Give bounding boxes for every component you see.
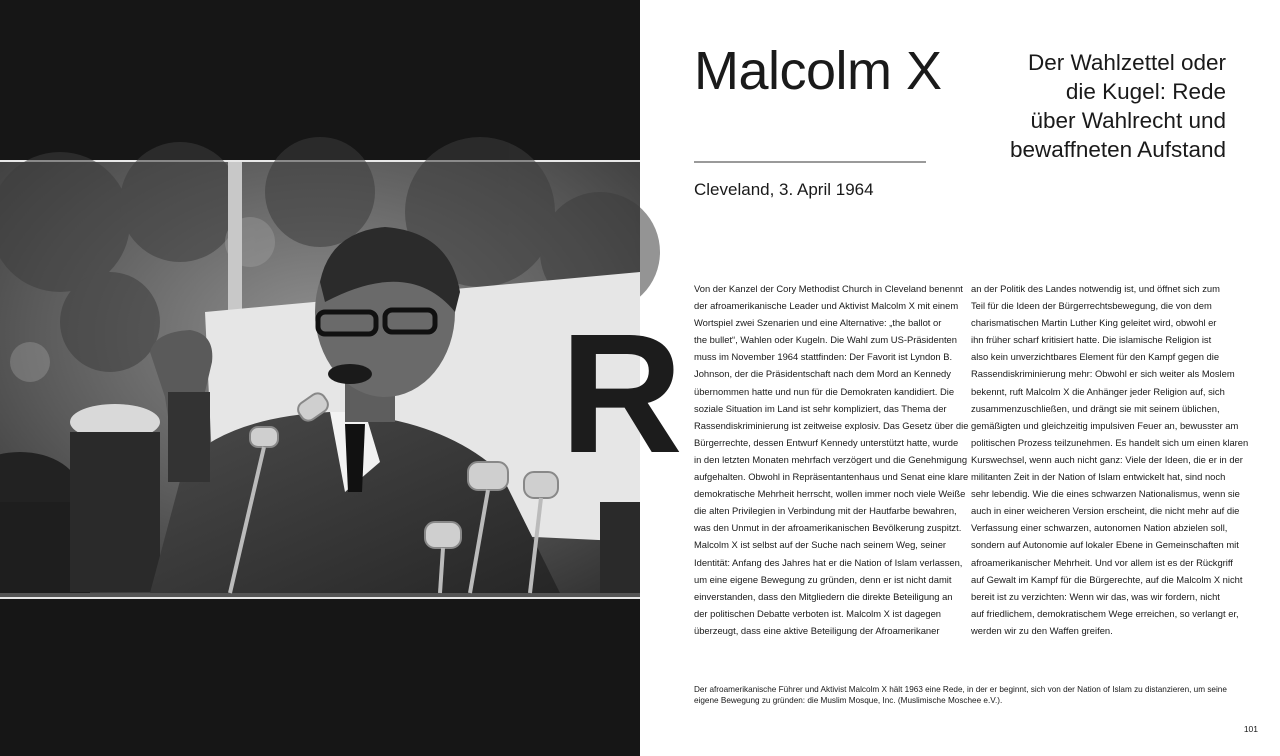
- body-line: muss im November 1964 stattfinden: Der Favorit ist Lyndon B.: [694, 351, 953, 363]
- body-line: politischen Prozess teilzunehmen. Es handelt sich um einen klaren: [971, 436, 1249, 448]
- body-line: überzeugt, dass eine aktive Beteiligung der Afroamerikaner: [694, 624, 940, 636]
- body-line: auch in einer weicheren Version erscheint, die nicht mehr auf die: [971, 505, 1240, 517]
- title-divider: [694, 161, 926, 163]
- speech-subtitle: [966, 48, 1226, 164]
- body-line: aufgehalten. Obwohl in Repräsentantenhaus und Senat eine klare: [694, 471, 969, 483]
- page-number: 101: [1243, 724, 1258, 734]
- body-line: die alten Privilegien in Verbindung mit der Hautfarbe bewahren,: [694, 505, 957, 517]
- body-line: charismatischen Martin Luther King geleitet wird, obwohl er: [971, 317, 1217, 329]
- caption-line: Der afroamerikanische Führer und Aktivist Malcolm X hält 1963 eine Rede, in der er beginnt, sich von der Nation of Islam zu distanzieren, um seine: [694, 685, 1227, 694]
- body-line: auf friedlichem, demokratischem Wege erreichen, so verlangt er,: [971, 607, 1239, 619]
- body-line: bereit ist zu verzichten: Wenn wir das, was wir fordern, nicht: [971, 590, 1220, 602]
- body-line: zusammenzuschließen, und drängt sie mit seinem üblichen,: [971, 402, 1220, 414]
- body-line: sehr lebendig. Wie die eines schwarzen Nationalismus, wenn sie: [971, 488, 1240, 500]
- body-line: Rassendiskriminierung mehr: Obwohl er sich weiter als Moslem: [971, 368, 1235, 380]
- body-line: der afroamerikanische Leader und Aktivist Malcolm X mit einem: [694, 300, 959, 312]
- photo-illustration: [0, 162, 683, 593]
- body-line: the bullet“, Wahlen oder Kugeln. Die Wahl zum US-Präsidenten: [694, 334, 957, 346]
- raised-arm: [168, 392, 210, 482]
- page-title: Malcolm X: [694, 41, 942, 101]
- body-line: in den letzten Monaten mehrfach verzögert und die Genehmigung: [694, 453, 968, 465]
- body-line: einverstanden, dass den Mitgliedern die direkte Beteiligung an: [694, 590, 953, 602]
- body-line: Johnson, der die Präsidentschaft nach dem Mord an Kennedy: [694, 368, 951, 380]
- body-line: Verfassung einer schwarzen, autonomen Nation abzielen soll,: [971, 522, 1228, 534]
- body-line: Malcolm X ist selbst auf der Suche nach seinem Weg, seiner: [694, 539, 947, 551]
- speaker-mouth: [328, 364, 372, 384]
- sign-letter: R: [560, 299, 683, 489]
- photo-caption: [694, 684, 1240, 706]
- body-line: an der Politik des Landes notwendig ist, und öffnet sich zum: [971, 283, 1220, 294]
- body-line: werden wir zu den Waffen greifen.: [971, 624, 1113, 636]
- body-line: übernommen hatte und nun für die Demokraten kandidiert. Die: [694, 385, 955, 397]
- body-line: um eine eigene Bewegung zu gründen, denn er ist nicht damit: [694, 573, 952, 585]
- body-line: Bürgerrechte, dessen Entwurf Kennedy unterstützt hatte, wurde: [694, 436, 959, 448]
- body-line: Wortspiel zwei Szenarien und eine Alternative: „the ballot or: [694, 317, 942, 329]
- speech-photo: [0, 160, 683, 599]
- caption-line: eigene Bewegung zu gründen: die Muslim Mosque, Inc. (Muslimische Moschee e.V.).: [694, 696, 1003, 705]
- right-page: [640, 0, 1280, 756]
- subtitle-line: über Wahlrecht und: [1030, 108, 1226, 133]
- body-column-2: [971, 280, 1249, 639]
- speaker-tie: [345, 424, 365, 492]
- place-date: Cleveland, 3. April 1964: [694, 180, 874, 199]
- body-line: militanten Zeit in der Nation of Islam entwickelt hat, sind noch: [971, 471, 1226, 483]
- body-line: sondern auf Autonomie auf lokaler Ebene in Gemeinschaften mit: [971, 539, 1239, 551]
- body-line: auf Gewalt im Kampf für die Bürgerechte, auf die Malcolm X nicht: [971, 573, 1243, 585]
- body-column-1: [694, 280, 969, 639]
- body-line: Identität: Anfang des Jahres hat er die Nation of Islam verlassen,: [694, 556, 963, 568]
- body-line: Von der Kanzel der Cory Methodist Church in Cleveland benennt: [694, 283, 963, 294]
- body-line: ihn früher scharf kritisiert hatte. Die islamische Religion ist: [971, 334, 1212, 346]
- body-line: Kurswechsel, wenn auch nicht ganz: Viele der Ideen, die er in der: [971, 453, 1243, 465]
- body-line: also kein unverzichtbares Element für den Kampf gegen die: [971, 351, 1220, 363]
- body-line: Teil für die Ideen der Bürgerrechtsbewegung, die von dem: [971, 300, 1212, 312]
- subtitle-line: bewaffneten Aufstand: [1009, 137, 1226, 162]
- body-line: der politischen Debatte verboten ist. Malcolm X ist dagegen: [694, 607, 942, 619]
- subtitle-line: die Kugel: Rede: [1065, 79, 1226, 104]
- body-line: soziale Situation im Land ist sehr kompliziert, das Thema der: [694, 402, 947, 414]
- body-line: was den Unmut in der afroamerikanischen Bevölkerung zuspitzt.: [694, 522, 962, 534]
- crowd-figure-2: [70, 432, 160, 592]
- crowd-figure-right: [600, 502, 640, 593]
- body-line: Rassendiskriminierung ist zeitweise explosiv. Das Gesetz über die: [694, 419, 969, 431]
- body-line: afroamerikanischer Mehrheit. Und vor allem ist es der Rückgriff: [971, 556, 1233, 568]
- body-line: gemäßigten und gleichzeitig impulsiven Feuer an, bewusster am: [971, 419, 1239, 431]
- subtitle-line: Der Wahlzettel oder: [1028, 50, 1226, 75]
- body-line: bekennt, ruft Malcolm X die Anhänger jeder Religion auf, sich: [971, 385, 1225, 397]
- body-line: demokratische Mehrheit herrscht, wollen immer noch viele Weiße: [694, 488, 966, 500]
